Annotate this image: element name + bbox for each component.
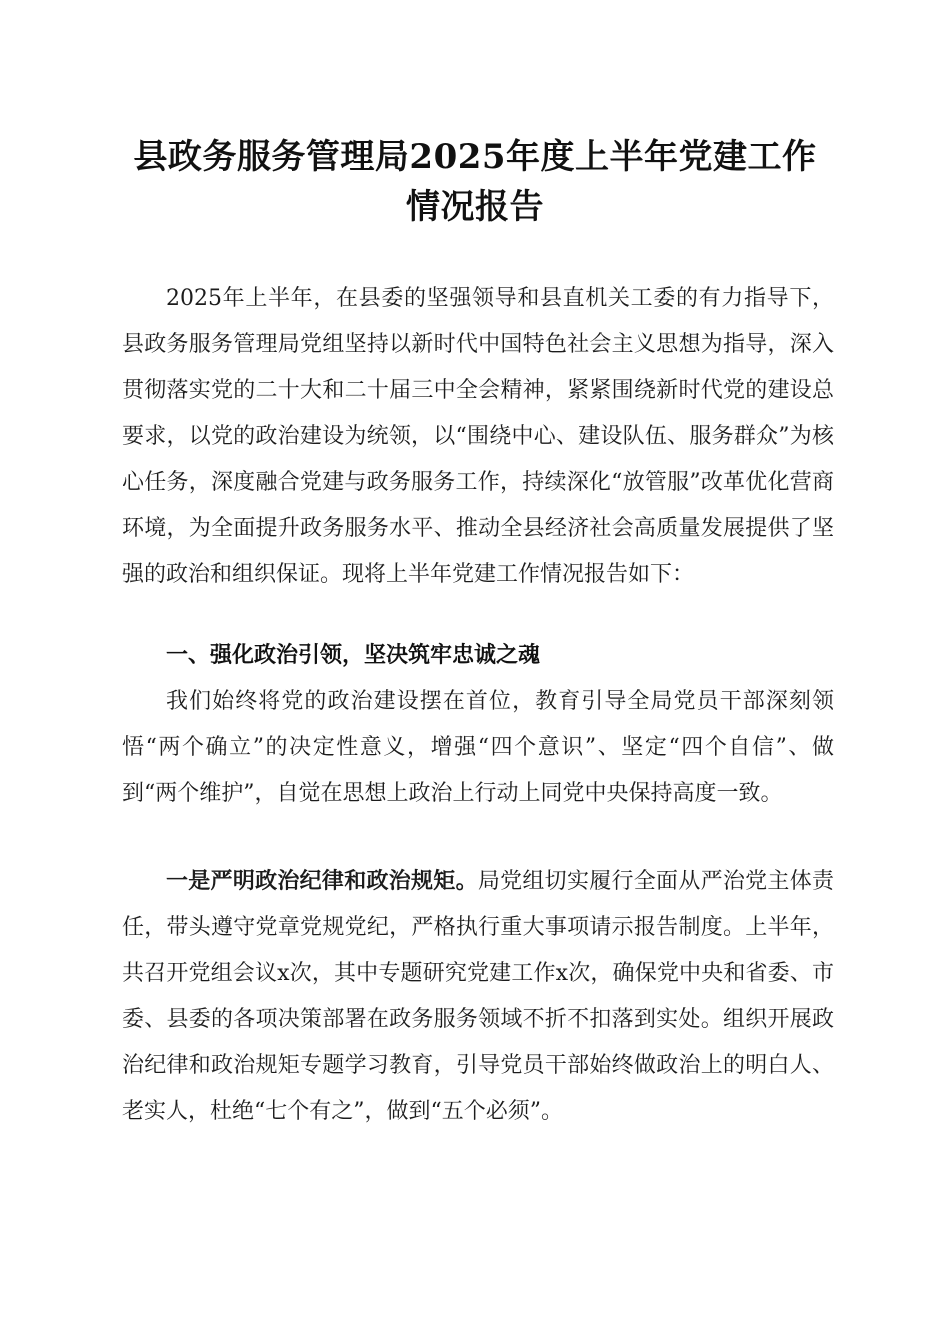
intro-paragraph: 2025年上半年，在县委的坚强领导和县直机关工委的有力指导下，县政务服务管理局党组坚持以新时代中国特色社会主义思想为指导，深入贯彻落实党的二十大和二十届三中全会精神，紧紧围绕新时代党的建设总要求，以党的政治建设为统领，以“围绕中心、建设队伍、服务群众”为核心任务，深度融合党建与政务服务工作，持续深化“放管服”改革优化营商环境，为全面提升政务服务水平、推动全县经济社会高质量发展提供了坚强的政治和组织保证。现将上半年党建工作情况报告如下： [122,286,834,587]
section-1-heading: 一、强化政治引领，坚决筑牢忠诚之魂 [166,643,541,668]
section-1-item-1 [122,859,834,1135]
section-1-item-1-block [122,859,834,1135]
section-1-paragraph-block [122,679,834,817]
item-1-text: 局党组切实履行全面从严治党主体责任，带头遵守党章党规党纪，严格执行重大事项请示报告制度。上半年，共召开党组会议x次，其中专题研究党建工作x次，确保党中央和省委、市委、县委的各项决策部署在政务服务领域不折不扣落到实处。组织开展政治纪律和政治规矩专题学习教育，引导党员干部始终做政治上的明白人、老实人，杜绝“七个有之”，做到“五个必须”。 [122,869,834,1124]
title-line-1: 县政务服务管理局2025年度上半年党建工作 [133,137,817,177]
section-1-paragraph: 我们始终将党的政治建设摆在首位，教育引导全局党员干部深刻领悟“两个确立”的决定性意义，增强“四个意识”、坚定“四个自信”、做到“两个维护”，自觉在思想上政治上行动上同党中央保持高度一致。 [122,689,834,806]
title-line-2: 情况报告 [406,187,544,227]
intro-paragraph-block [122,276,834,598]
document-title [100,132,850,232]
item-1-lead: 一是严明政治纪律和政治规矩。 [166,869,478,894]
